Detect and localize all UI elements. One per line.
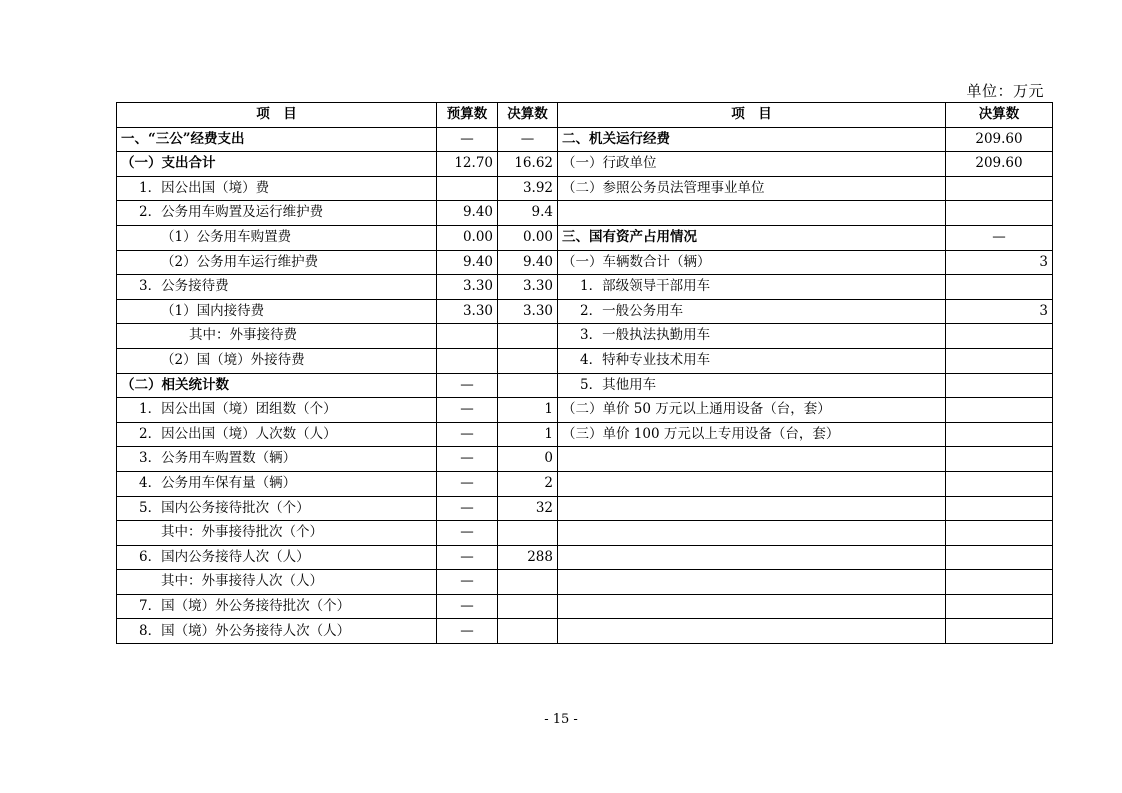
budget-value: — <box>437 471 498 496</box>
left-item: 5．国内公务接待批次（个） <box>117 496 437 521</box>
right-value: 3 <box>946 299 1053 324</box>
budget-value: — <box>437 422 498 447</box>
right-value <box>946 570 1053 595</box>
table-row <box>117 398 1053 423</box>
right-item <box>558 496 946 521</box>
left-item: 8．国（境）外公务接待人次（人） <box>117 619 437 644</box>
table-header-row <box>117 103 1053 128</box>
final-value: 3.30 <box>498 299 558 324</box>
table-row <box>117 225 1053 250</box>
right-item: 三、国有资产占用情况 <box>558 225 946 250</box>
table-row <box>117 521 1053 546</box>
budget-value: 9.40 <box>437 250 498 275</box>
left-item: 其中：外事接待费 <box>117 324 437 349</box>
budget-value <box>437 324 498 349</box>
final-value <box>498 373 558 398</box>
table-row <box>117 422 1053 447</box>
table-row <box>117 152 1053 177</box>
table-row <box>117 250 1053 275</box>
left-item: 2．因公出国（境）人次数（人） <box>117 422 437 447</box>
final-value: 16.62 <box>498 152 558 177</box>
right-value: 3 <box>946 250 1053 275</box>
left-item: （2）国（境）外接待费 <box>117 348 437 373</box>
right-value <box>946 545 1053 570</box>
final-value: 0.00 <box>498 225 558 250</box>
left-item: 4．公务用车保有量（辆） <box>117 471 437 496</box>
final-value <box>498 619 558 644</box>
final-value: — <box>498 127 558 152</box>
final-value: 32 <box>498 496 558 521</box>
right-value: 209.60 <box>946 152 1053 177</box>
right-item: 5．其他用车 <box>558 373 946 398</box>
right-item: （二）参照公务员法管理事业单位 <box>558 176 946 201</box>
table-row <box>117 275 1053 300</box>
budget-value: — <box>437 447 498 472</box>
unit-label: 单位：万元 <box>966 82 1044 100</box>
budget-value: 3.30 <box>437 275 498 300</box>
right-value <box>946 594 1053 619</box>
right-value <box>946 201 1053 226</box>
expenditure-table <box>116 102 1053 644</box>
header-final-left: 决算数 <box>498 103 558 128</box>
left-item: 2．公务用车购置及运行维护费 <box>117 201 437 226</box>
right-value <box>946 619 1053 644</box>
right-item: （一）车辆数合计（辆） <box>558 250 946 275</box>
right-value <box>946 422 1053 447</box>
right-value: 209.60 <box>946 127 1053 152</box>
budget-value: — <box>437 398 498 423</box>
table-row <box>117 496 1053 521</box>
final-value: 0 <box>498 447 558 472</box>
right-item: 3．一般执法执勤用车 <box>558 324 946 349</box>
page-number: - 15 - <box>544 712 578 727</box>
final-value: 1 <box>498 422 558 447</box>
table-row <box>117 176 1053 201</box>
header-left-item: 项 目 <box>117 103 437 128</box>
table-row <box>117 127 1053 152</box>
right-value <box>946 348 1053 373</box>
budget-value: — <box>437 594 498 619</box>
table-row <box>117 447 1053 472</box>
left-item: 3．公务用车购置数（辆） <box>117 447 437 472</box>
budget-value: — <box>437 521 498 546</box>
budget-value <box>437 176 498 201</box>
table-row <box>117 570 1053 595</box>
final-value: 288 <box>498 545 558 570</box>
left-item: 6．国内公务接待人次（人） <box>117 545 437 570</box>
budget-value: 9.40 <box>437 201 498 226</box>
right-value <box>946 324 1053 349</box>
table-row <box>117 201 1053 226</box>
right-item: （三）单价 100 万元以上专用设备（台，套） <box>558 422 946 447</box>
budget-value: — <box>437 496 498 521</box>
right-value <box>946 447 1053 472</box>
right-item: 4．特种专业技术用车 <box>558 348 946 373</box>
right-item <box>558 521 946 546</box>
table-row <box>117 594 1053 619</box>
right-item: （一）行政单位 <box>558 152 946 177</box>
right-item <box>558 201 946 226</box>
right-value <box>946 275 1053 300</box>
right-item: 1．部级领导干部用车 <box>558 275 946 300</box>
right-item: 二、机关运行经费 <box>558 127 946 152</box>
budget-value: 12.70 <box>437 152 498 177</box>
table-row <box>117 373 1053 398</box>
table-row <box>117 471 1053 496</box>
final-value <box>498 348 558 373</box>
budget-value: — <box>437 545 498 570</box>
left-item: （1）国内接待费 <box>117 299 437 324</box>
right-item: 2．一般公务用车 <box>558 299 946 324</box>
right-item <box>558 619 946 644</box>
right-item: （二）单价 50 万元以上通用设备（台，套） <box>558 398 946 423</box>
final-value <box>498 570 558 595</box>
right-value <box>946 176 1053 201</box>
left-item: 3．公务接待费 <box>117 275 437 300</box>
right-value <box>946 398 1053 423</box>
budget-value <box>437 348 498 373</box>
table-row <box>117 324 1053 349</box>
table-row <box>117 348 1053 373</box>
left-item: 1．因公出国（境）费 <box>117 176 437 201</box>
final-value <box>498 521 558 546</box>
header-budget: 预算数 <box>437 103 498 128</box>
left-item: 其中：外事接待人次（人） <box>117 570 437 595</box>
header-final-right: 决算数 <box>946 103 1053 128</box>
table-row <box>117 545 1053 570</box>
right-item <box>558 471 946 496</box>
final-value: 3.30 <box>498 275 558 300</box>
right-value: — <box>946 225 1053 250</box>
left-item: （2）公务用车运行维护费 <box>117 250 437 275</box>
right-item <box>558 545 946 570</box>
final-value: 2 <box>498 471 558 496</box>
right-item <box>558 447 946 472</box>
right-item <box>558 594 946 619</box>
header-right-item: 项 目 <box>558 103 946 128</box>
budget-value: 3.30 <box>437 299 498 324</box>
final-value <box>498 594 558 619</box>
left-item: 一、“三公”经费支出 <box>117 127 437 152</box>
left-item: 1．因公出国（境）团组数（个） <box>117 398 437 423</box>
final-value: 3.92 <box>498 176 558 201</box>
left-item: （1）公务用车购置费 <box>117 225 437 250</box>
final-value <box>498 324 558 349</box>
budget-value: 0.00 <box>437 225 498 250</box>
left-item: 7．国（境）外公务接待批次（个） <box>117 594 437 619</box>
budget-value: — <box>437 570 498 595</box>
budget-value: — <box>437 373 498 398</box>
left-item: （二）相关统计数 <box>117 373 437 398</box>
right-value <box>946 521 1053 546</box>
right-value <box>946 373 1053 398</box>
right-item <box>558 570 946 595</box>
final-value: 9.4 <box>498 201 558 226</box>
left-item: 其中：外事接待批次（个） <box>117 521 437 546</box>
right-value <box>946 471 1053 496</box>
table-row <box>117 619 1053 644</box>
budget-value: — <box>437 619 498 644</box>
table-row <box>117 299 1053 324</box>
right-value <box>946 496 1053 521</box>
left-item: （一）支出合计 <box>117 152 437 177</box>
budget-value: — <box>437 127 498 152</box>
final-value: 9.40 <box>498 250 558 275</box>
final-value: 1 <box>498 398 558 423</box>
